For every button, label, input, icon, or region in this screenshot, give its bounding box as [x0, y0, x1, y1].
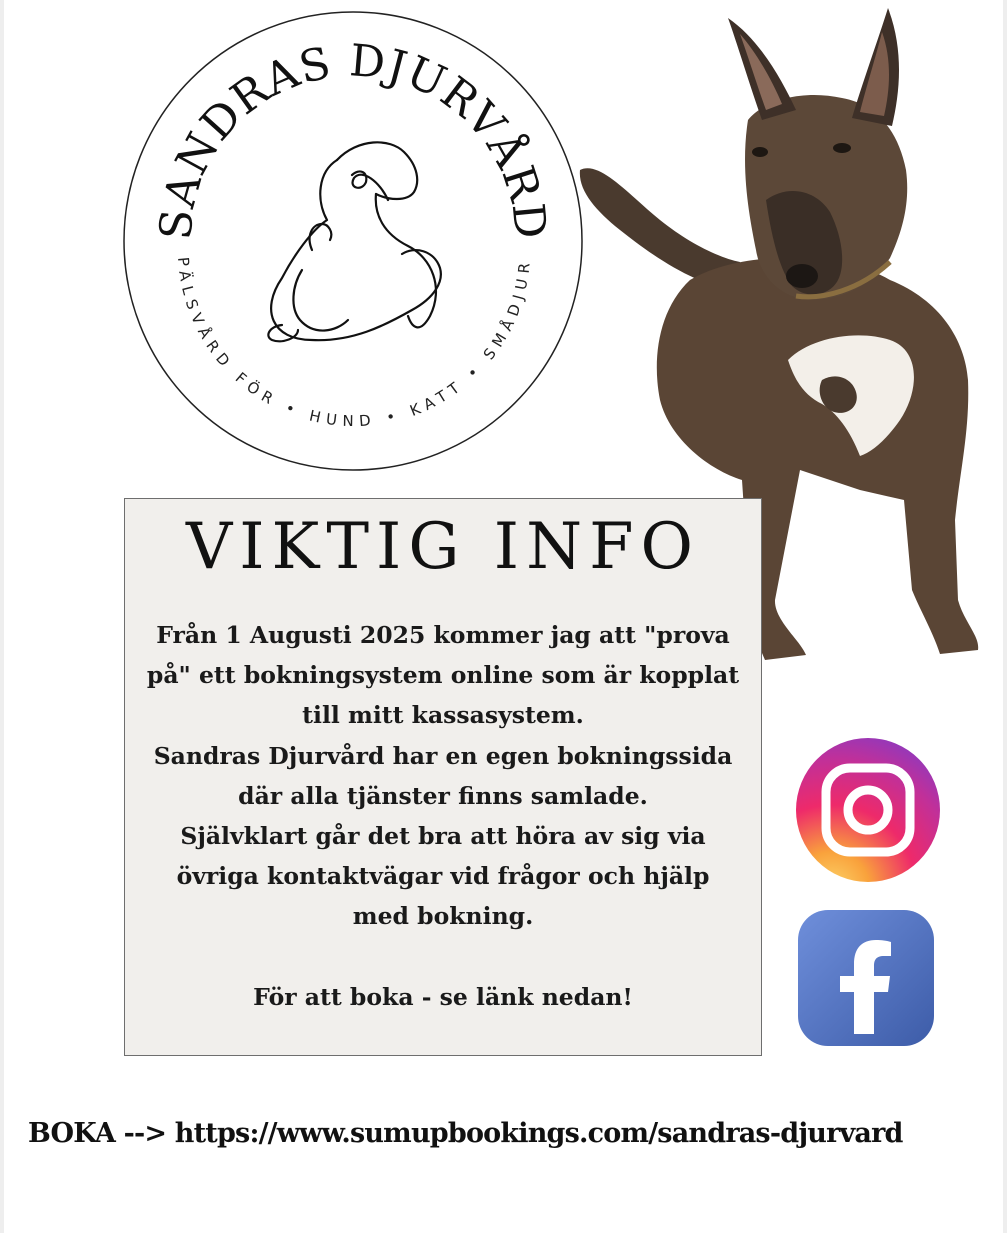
info-spacer — [145, 937, 741, 977]
booking-link[interactable]: BOKA --> https://www.sumupbookings.com/sandras-djurvard — [28, 1118, 903, 1149]
info-paragraph-booking-page: Sandras Djurvård har en egen bokningssida där alla tjänster finns samlade. — [153, 741, 733, 810]
brand-logo — [122, 10, 584, 472]
facebook-button[interactable] — [794, 906, 938, 1050]
logo-brand-name: SANDRAS DJURVÅRD — [150, 35, 556, 242]
logo-tagline: PÄLSVÅRD FÖR • HUND • KATT • SMÅDJUR — [174, 256, 535, 431]
instagram-button[interactable] — [796, 738, 940, 882]
info-body — [145, 615, 741, 1017]
info-paragraph-contact: Självklart går det bra att höra av sig via övriga kontaktvägar vid frågor och hjälp med bokning. — [176, 822, 710, 931]
info-title: VIKTIG INFO — [186, 510, 700, 584]
page-edge-left — [0, 0, 4, 1233]
facebook-icon — [794, 906, 938, 1050]
page-edge-right — [1003, 0, 1007, 1233]
info-paragraph-booking-system: Från 1 Augusti 2025 kommer jag att "prova på" ett bokningsystem online som är kopplat till mitt kassasystem. — [146, 621, 740, 730]
important-info-box — [124, 498, 762, 1056]
info-paragraph-link-hint: För att boka - se länk nedan! — [253, 982, 633, 1011]
instagram-icon — [796, 738, 940, 882]
